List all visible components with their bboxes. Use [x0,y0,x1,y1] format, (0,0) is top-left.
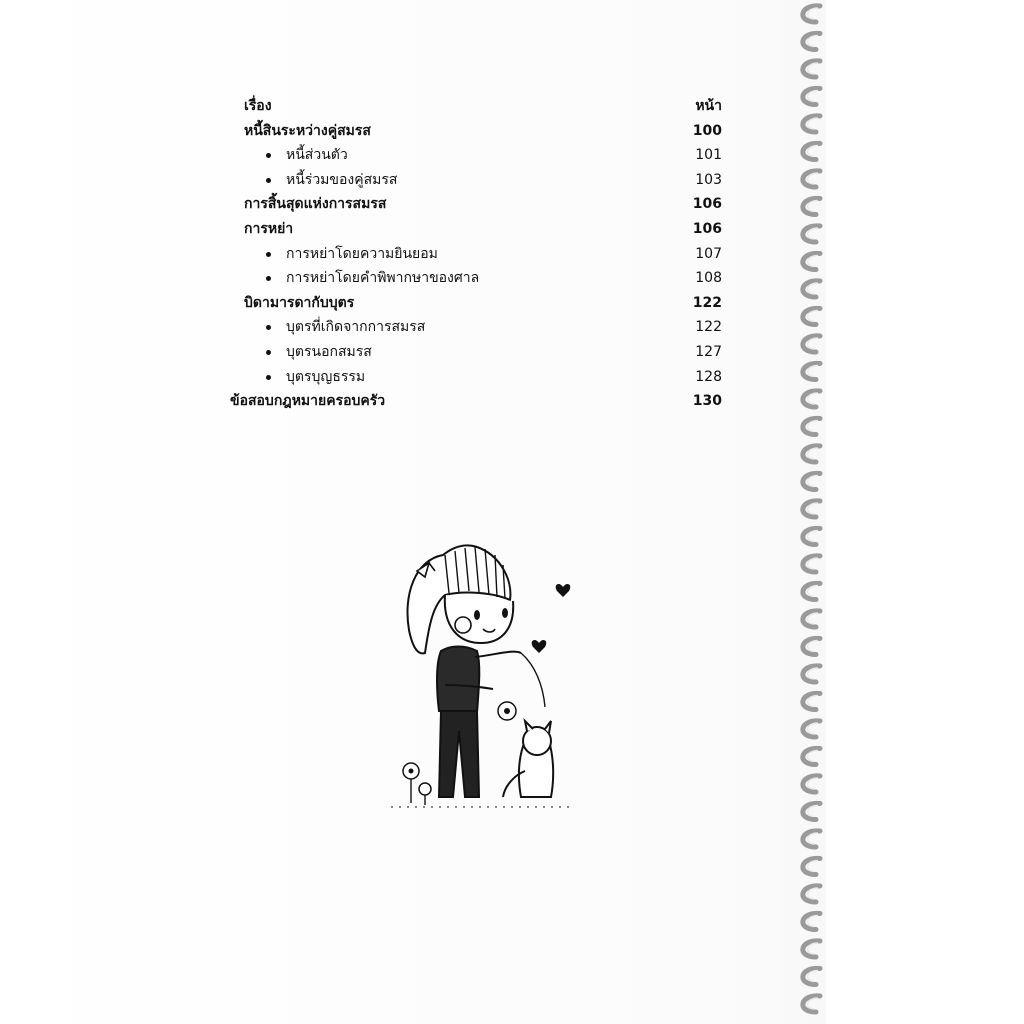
toc-entry-page: 108 [695,270,722,287]
toc-entry-label: บุตรนอกสมรส [286,343,372,360]
spiral-binding [790,0,830,1024]
toc-entry-page: 130 [692,393,722,410]
bullet-icon [266,325,271,330]
bullet-icon [266,252,271,257]
toc-entry-page: 128 [695,368,722,385]
bullet-icon [266,153,271,158]
toc-subitem [230,168,730,193]
toc-entry-page: 103 [695,171,722,188]
bullet-icon [266,178,271,183]
toc-entry-label: หนี้ส่วนตัว [286,147,348,164]
toc-entry-page: 100 [692,122,722,139]
girl-and-cat-illustration [385,535,585,825]
toc-subitem [230,365,730,390]
toc-entry-label: การหย่า [244,220,294,237]
bullet-icon [266,276,271,281]
toc-entry-label: การหย่าโดยคำพิพากษาของศาล [286,270,480,287]
toc-entry-label: การหย่าโดยความยินยอม [286,245,438,262]
toc-subitem [230,340,730,365]
toc-entry-label: บุตรที่เกิดจากการสมรส [286,319,426,336]
toc-subitem [230,143,730,168]
toc-entry-label: หนี้สินระหว่างคู่สมรส [244,122,371,139]
toc-entry-page: 122 [695,319,722,336]
toc-section [230,291,730,316]
toc-section [230,217,730,242]
toc-section [230,192,730,217]
toc-subitem [230,266,730,291]
toc-entry-label: หนี้ร่วมของคู่สมรส [286,171,398,188]
toc-entry-page: 122 [692,294,722,311]
toc-entry-page: 107 [695,245,722,262]
toc-entry-page: 127 [695,343,722,360]
toc-entry-label: การสิ้นสุดแห่งการสมรส [244,196,387,213]
toc-header-page-label: หน้า [695,98,722,114]
toc-entry-label: บิดามารดากับบุตร [244,294,355,311]
bullet-icon [266,375,271,380]
toc-section [230,389,730,414]
toc-entry-page: 101 [695,147,722,164]
toc-header [230,94,730,119]
toc-entry-label: ข้อสอบกฎหมายครอบครัว [230,393,386,410]
toc-subitem [230,242,730,267]
toc-entry-page: 106 [692,220,722,237]
table-of-contents [230,94,730,414]
toc-entries [230,119,730,414]
toc-section [230,119,730,144]
toc-header-label: เรื่อง [244,98,272,114]
toc-subitem [230,315,730,340]
toc-entry-page: 106 [692,196,722,213]
toc-entry-label: บุตรบุญธรรม [286,368,366,385]
bullet-icon [266,350,271,355]
page-binding-edge [826,0,1024,1024]
